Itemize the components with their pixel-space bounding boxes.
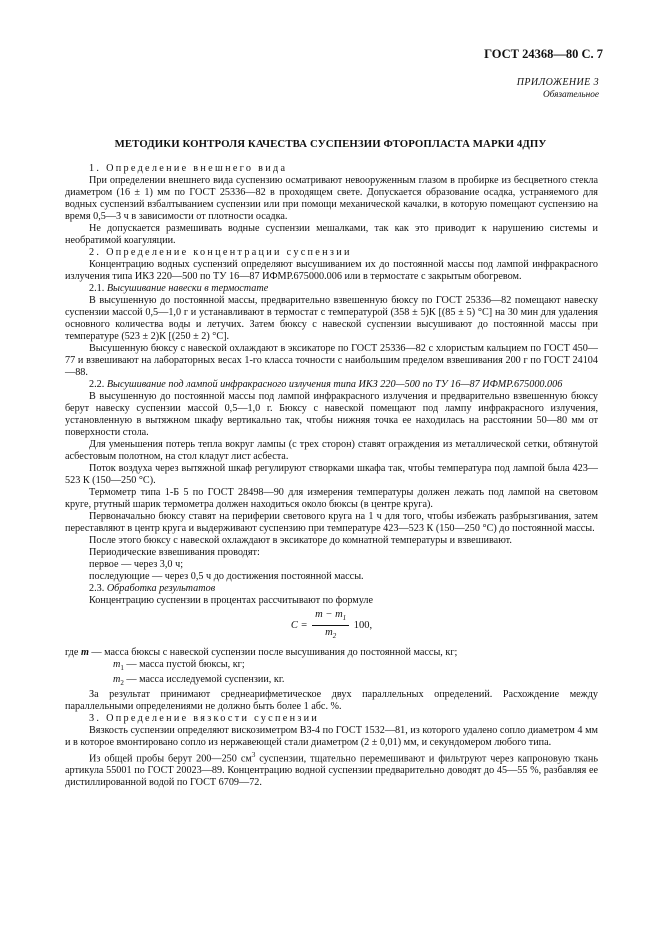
paragraph: За результат принимают среднеарифметическое двух параллельных определений. Расхождение между параллельными определениями не должно быть более 1 абс. %. — [65, 689, 598, 713]
subsection-2-3-heading — [65, 583, 598, 595]
paragraph: Периодические взвешивания проводят: — [89, 547, 260, 558]
paragraph: первое — через 3,0 ч; — [89, 559, 184, 570]
formula-tail: 100, — [353, 620, 373, 631]
where-m1: $m_1$ — масса пустой бюксы, кг; — [113, 659, 245, 673]
paragraph: Из общей пробы берут 200—250 $см^3$ суспензии, тщательно перемешивают и фильтруют через капроновую ткань артикула 55001 по ГОСТ 20023—89. Концентрацию водной суспензии предварительно доводят до 45—55 %, разбавляя ее дистиллированной водой по ГОСТ 6709—72. — [65, 751, 598, 789]
formula-lhs: C = — [290, 620, 308, 631]
paragraph: В высушенную до постоянной массы под лампой инфракрасного излучения и предварительно взвешенную бюксу берут навеску суспензии массой 0,5—1,0 г. Бюксу с навеской помещают под лампу инфракрасного излучения, установленную в вытяжном шкафу вертикально так, чтобы нижняя точка ее находилась на расстоянии 50—80 мм от поверхности стола. — [65, 391, 598, 438]
paragraph: Вязкость суспензии определяют вискозиметром ВЗ-4 по ГОСТ 1532—81, из которого удалено сопло диаметром 4 мм и в которое вмонтировано сопло из нержавеющей стали диаметром (2 ± 0,01) мм, и секундомером любого типа. — [65, 725, 598, 749]
section-2-heading: 2. Определение концентрации суспензии — [89, 247, 352, 258]
subsection-title: Высушивание под лампой инфракрасного излучения типа ИКЗ 220—500 по ТУ 16—87 ИФМР.675000.006 — [106, 379, 563, 390]
subsection-number: 2.2. — [89, 379, 105, 390]
section-3-heading: 3. Определение вязкости суспензии — [89, 713, 320, 725]
subsection-title: Высушивание навески в термостате — [106, 283, 269, 294]
paragraph: Концентрацию суспензии в процентах рассчитывают по формуле — [89, 595, 373, 606]
formula-numerator: $m - m_1$ — [312, 609, 349, 626]
subsection-2-2-heading — [65, 379, 598, 391]
subsection-title: Обработка результатов — [106, 583, 216, 594]
paragraph: При определении внешнего вида суспензию осматривают невооруженным глазом в пробирке из бесцветного стекла диаметром (16 ± 1) мм по ГОСТ 25336—82 в проходящем свете. Допускается образование осадка, устраняемого для водных суспензий взбалтыванием суспензии или при помощи механической качалки, в которую помещают суспензию на время 0,5—3 ч в зависимости от плотности осадка. — [65, 175, 598, 222]
appendix-label: ПРИЛОЖЕНИЕ 3 — [516, 77, 599, 88]
formula-denominator: $m_2$ — [325, 627, 337, 641]
section-1-heading: 1. Определение внешнего вида — [89, 163, 288, 174]
paragraph: последующие — через 0,5 ч до достижения постоянной массы. — [89, 571, 364, 582]
where-m2: $m_2$ — масса исследуемой суспензии, кг. — [113, 674, 285, 688]
paragraph: Высушенную бюксу с навеской охлаждают в эксикаторе по ГОСТ 25336—82 с хлористым кальцием по ГОСТ 450—77 и взвешивают на лабораторных весах 1-го класса точности с наибольшим пределом взвешивания 200 г по ГОСТ 24104—88. — [65, 343, 598, 378]
paragraph: Концентрацию водных суспензий определяют высушиванием их до постоянной массы под лампой инфракрасного излучения типа ИКЗ 220—500 по ТУ 16—87 ИФМР.675000.006 или в термостате с закрытым обогревом. — [65, 259, 598, 282]
paragraph: Термометр типа 1-Б 5 по ГОСТ 28498—90 для измерения температуры должен лежать под лампой на световом круге, ртутный шарик термометра должен находиться около бюксы (в центре круга). — [65, 487, 598, 510]
paragraph: Поток воздуха через вытяжной шкаф регулируют створками шкафа так, чтобы температура под лампой была 423—523 К (150—250 °С). — [65, 463, 598, 486]
paragraph: Первоначально бюксу ставят на периферии светового круга на 1 ч для того, чтобы избежать разбрызгивания, затем переставляют в центр круга и выдерживают суспензию при температуре 423—523 К (150—250 °С) до постоянной массы. — [65, 511, 598, 534]
paragraph: Для уменьшения потерь тепла вокруг лампы (с трех сторон) ставят ограждения из металлической сетки, обтянутой асбестовым полотном, на стол кладут лист асбеста. — [65, 439, 598, 462]
appendix-type: Обязательное — [542, 90, 599, 100]
subsection-number: 2.3. — [89, 583, 105, 594]
paragraph: Не допускается размешивать водные суспензии мешалками, так как это приводит к нарушению системы и необратимой коагуляции. — [65, 223, 598, 246]
subsection-number: 2.1. — [89, 283, 105, 294]
paragraph: В высушенную до постоянной массы, предварительно взвешенную бюксу по ГОСТ 25336—82 помещают навеску суспензии массой 0,5—1,0 г и устанавливают в термостат с температурой (358 ± 5)К [(85 ± 5) °С] на 30 мин для удаления основного количества воды и летучих. Затем бюксу с навеской суспензии высушивают до постоянной массы при температуре (523 ± 2)К [(250 ± 2) °С]. — [65, 295, 598, 342]
standard-code: ГОСТ 24368—80 С. 7 — [484, 47, 603, 61]
appendix-block — [517, 77, 599, 101]
formula-fraction — [312, 609, 349, 642]
document-title: МЕТОДИКИ КОНТРОЛЯ КАЧЕСТВА СУСПЕНЗИИ ФТОРОПЛАСТА МАРКИ 4ДПУ — [114, 138, 547, 150]
subsection-2-1-heading — [65, 283, 598, 295]
concentration-formula — [65, 609, 598, 645]
where-m: где m — масса бюксы с навеской суспензии после высушивания до постоянной массы, кг; — [65, 647, 458, 658]
document-body — [65, 163, 598, 789]
paragraph: После этого бюксу с навеской охлаждают в эксикаторе до комнатной температуры и взвешивают. — [89, 535, 512, 546]
